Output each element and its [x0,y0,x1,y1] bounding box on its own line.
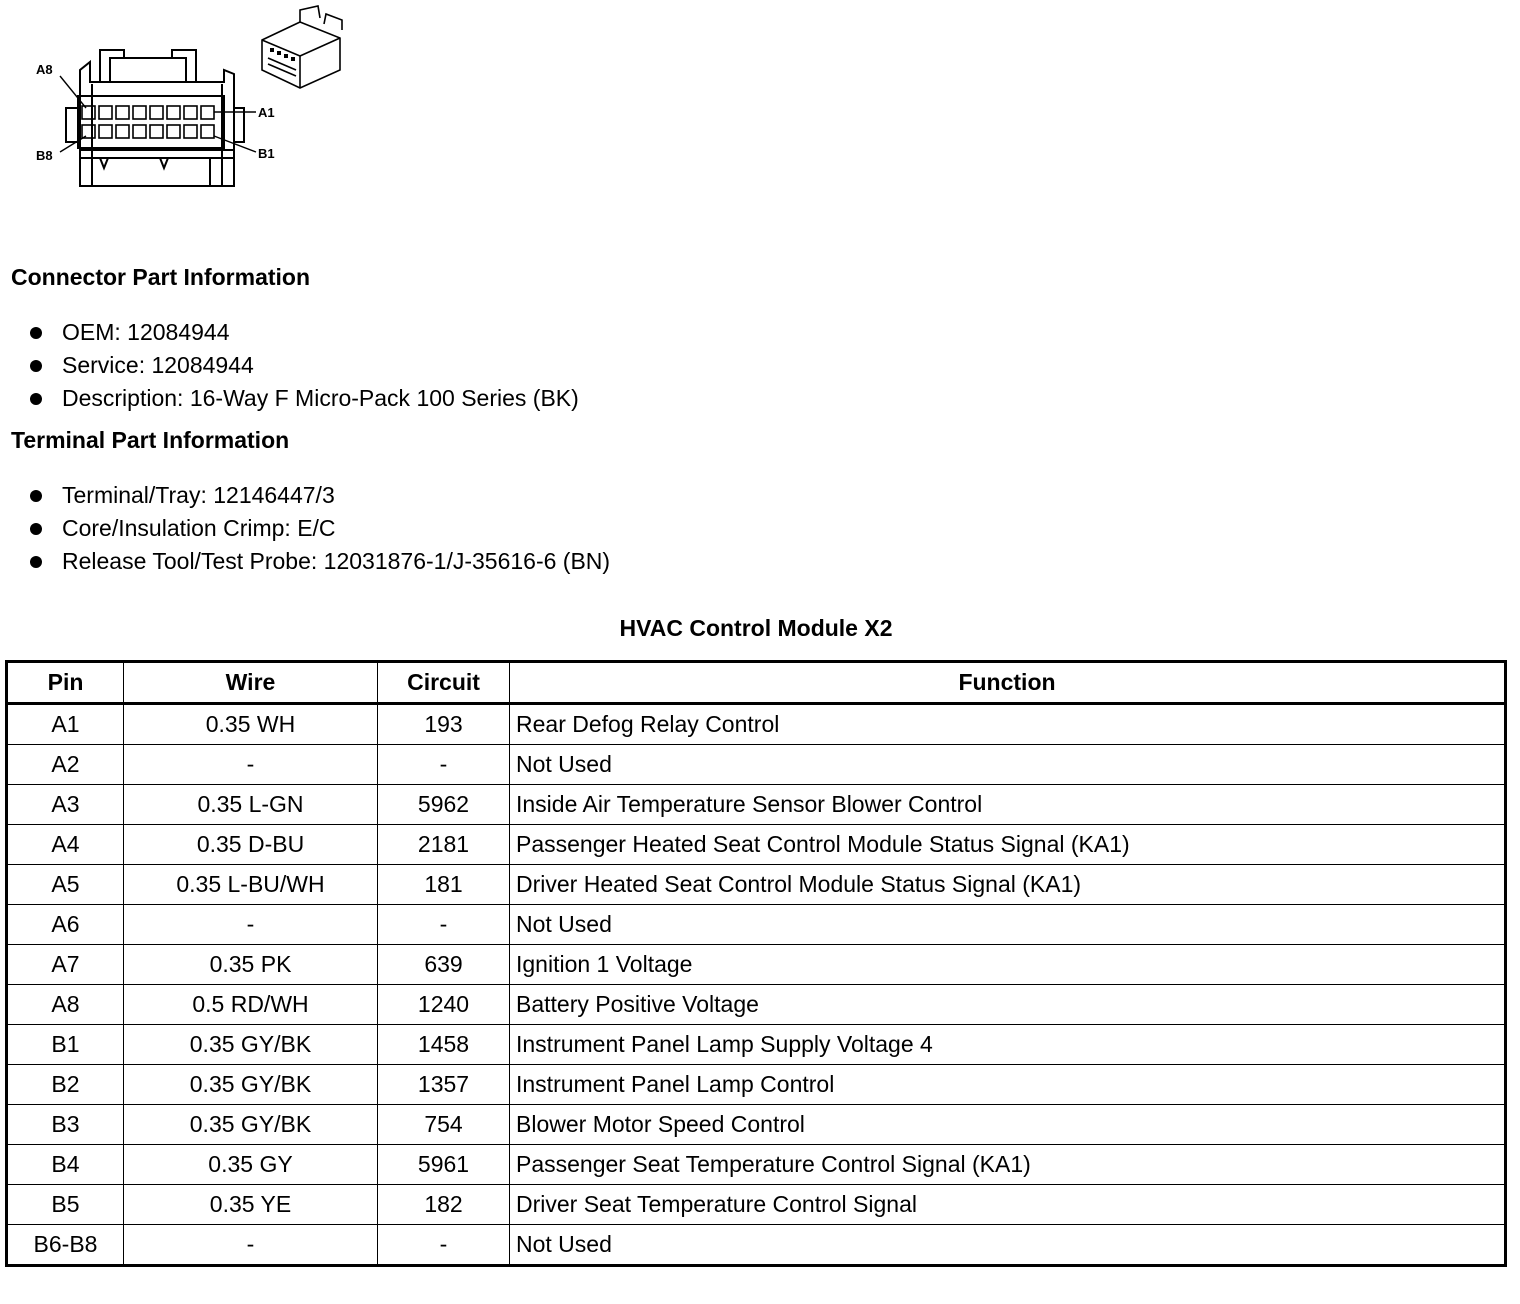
pinout-table [5,660,1507,1267]
column-header-circuit: Circuit [378,662,510,704]
column-header-pin: Pin [7,662,124,704]
table-row [7,865,1506,905]
table-row [7,1145,1506,1185]
cell-function: Passenger Heated Seat Control Module Status Signal (KA1) [510,825,1506,865]
table-row [7,704,1506,745]
pin-label-b8: B8 [36,148,53,163]
cell-pin: A2 [7,745,124,785]
cell-wire: 0.35 GY/BK [124,1105,378,1145]
table-row [7,1185,1506,1225]
pin-label-b1: B1 [258,146,275,161]
cell-function: Battery Positive Voltage [510,985,1506,1025]
connector-info-heading: Connector Part Information [11,264,311,290]
cell-circuit: - [378,1225,510,1266]
table-header-row [7,662,1506,704]
cell-wire: 0.35 YE [124,1185,378,1225]
cell-pin: A7 [7,945,124,985]
list-item [28,479,610,512]
connector-service: Service: 12084944 [62,352,254,378]
cell-wire: 0.35 D-BU [124,825,378,865]
list-item [28,512,610,545]
cell-pin: A5 [7,865,124,905]
bullet-icon [30,556,42,568]
pin-leader-lines [60,76,256,152]
cell-circuit: 639 [378,945,510,985]
list-item [28,316,579,349]
connector-face-drawing [66,50,244,186]
cell-function: Rear Defog Relay Control [510,704,1506,745]
table-row [7,785,1506,825]
bullet-icon [30,490,42,502]
cell-wire: - [124,905,378,945]
connector-diagram [0,0,360,200]
cell-pin: B3 [7,1105,124,1145]
cell-pin: A4 [7,825,124,865]
cell-circuit: - [378,905,510,945]
table-title: HVAC Control Module X2 [619,615,893,641]
cell-circuit: 182 [378,1185,510,1225]
cell-function: Blower Motor Speed Control [510,1105,1506,1145]
cell-function: Not Used [510,905,1506,945]
table-row [7,1225,1506,1266]
pin-label-a8: A8 [36,62,53,77]
cell-circuit: 193 [378,704,510,745]
table-row [7,985,1506,1025]
bullet-icon [30,393,42,405]
cell-function: Passenger Seat Temperature Control Signal (KA1) [510,1145,1506,1185]
cell-function: Ignition 1 Voltage [510,945,1506,985]
cell-pin: B1 [7,1025,124,1065]
terminal-crimp: Core/Insulation Crimp: E/C [62,515,336,541]
cell-circuit: 1458 [378,1025,510,1065]
cell-function: Not Used [510,745,1506,785]
cell-wire: 0.35 WH [124,704,378,745]
cell-function: Instrument Panel Lamp Supply Voltage 4 [510,1025,1506,1065]
cell-pin: B5 [7,1185,124,1225]
cell-wire: 0.35 PK [124,945,378,985]
cell-function: Instrument Panel Lamp Control [510,1065,1506,1105]
connector-oem: OEM: 12084944 [62,319,230,345]
table-row [7,905,1506,945]
column-header-wire: Wire [124,662,378,704]
cell-circuit: 181 [378,865,510,905]
connector-info-list [28,316,579,415]
column-header-function: Function [510,662,1506,704]
connector-description: Description: 16-Way F Micro-Pack 100 Series (BK) [62,385,579,411]
cell-circuit: 1240 [378,985,510,1025]
bullet-icon [30,360,42,372]
cell-wire: - [124,745,378,785]
table-row [7,1105,1506,1145]
pin-label-a1: A1 [258,105,275,120]
table-row [7,825,1506,865]
list-item [28,349,579,382]
cell-pin: A3 [7,785,124,825]
terminal-info-list [28,479,610,578]
cell-function: Not Used [510,1225,1506,1266]
cell-circuit: - [378,745,510,785]
cell-pin: A6 [7,905,124,945]
terminal-cavities [82,106,214,138]
cell-pin: B6-B8 [7,1225,124,1266]
table-row [7,1025,1506,1065]
table-row [7,945,1506,985]
cell-circuit: 2181 [378,825,510,865]
cell-wire: 0.35 L-GN [124,785,378,825]
connector-3d-icon-cavities [270,48,295,61]
cell-circuit: 5961 [378,1145,510,1185]
cell-pin: B4 [7,1145,124,1185]
terminal-info-heading: Terminal Part Information [11,427,290,453]
cell-function: Inside Air Temperature Sensor Blower Control [510,785,1506,825]
cell-wire: 0.35 GY/BK [124,1065,378,1105]
cell-circuit: 754 [378,1105,510,1145]
cell-function: Driver Seat Temperature Control Signal [510,1185,1506,1225]
cell-wire: 0.5 RD/WH [124,985,378,1025]
list-item [28,545,610,578]
cell-wire: 0.35 GY [124,1145,378,1185]
terminal-tray: Terminal/Tray: 12146447/3 [62,482,335,508]
list-item [28,382,579,415]
cell-wire: 0.35 GY/BK [124,1025,378,1065]
cell-pin: A1 [7,704,124,745]
table-row [7,745,1506,785]
cell-circuit: 5962 [378,785,510,825]
cell-wire: 0.35 L-BU/WH [124,865,378,905]
cell-pin: A8 [7,985,124,1025]
terminal-release-tool: Release Tool/Test Probe: 12031876-1/J-35616-6 (BN) [62,548,611,574]
table-row [7,1065,1506,1105]
cell-pin: B2 [7,1065,124,1105]
cell-wire: - [124,1225,378,1266]
bullet-icon [30,327,42,339]
cell-function: Driver Heated Seat Control Module Status Signal (KA1) [510,865,1506,905]
bullet-icon [30,523,42,535]
cell-circuit: 1357 [378,1065,510,1105]
connector-3d-icon [262,6,342,88]
